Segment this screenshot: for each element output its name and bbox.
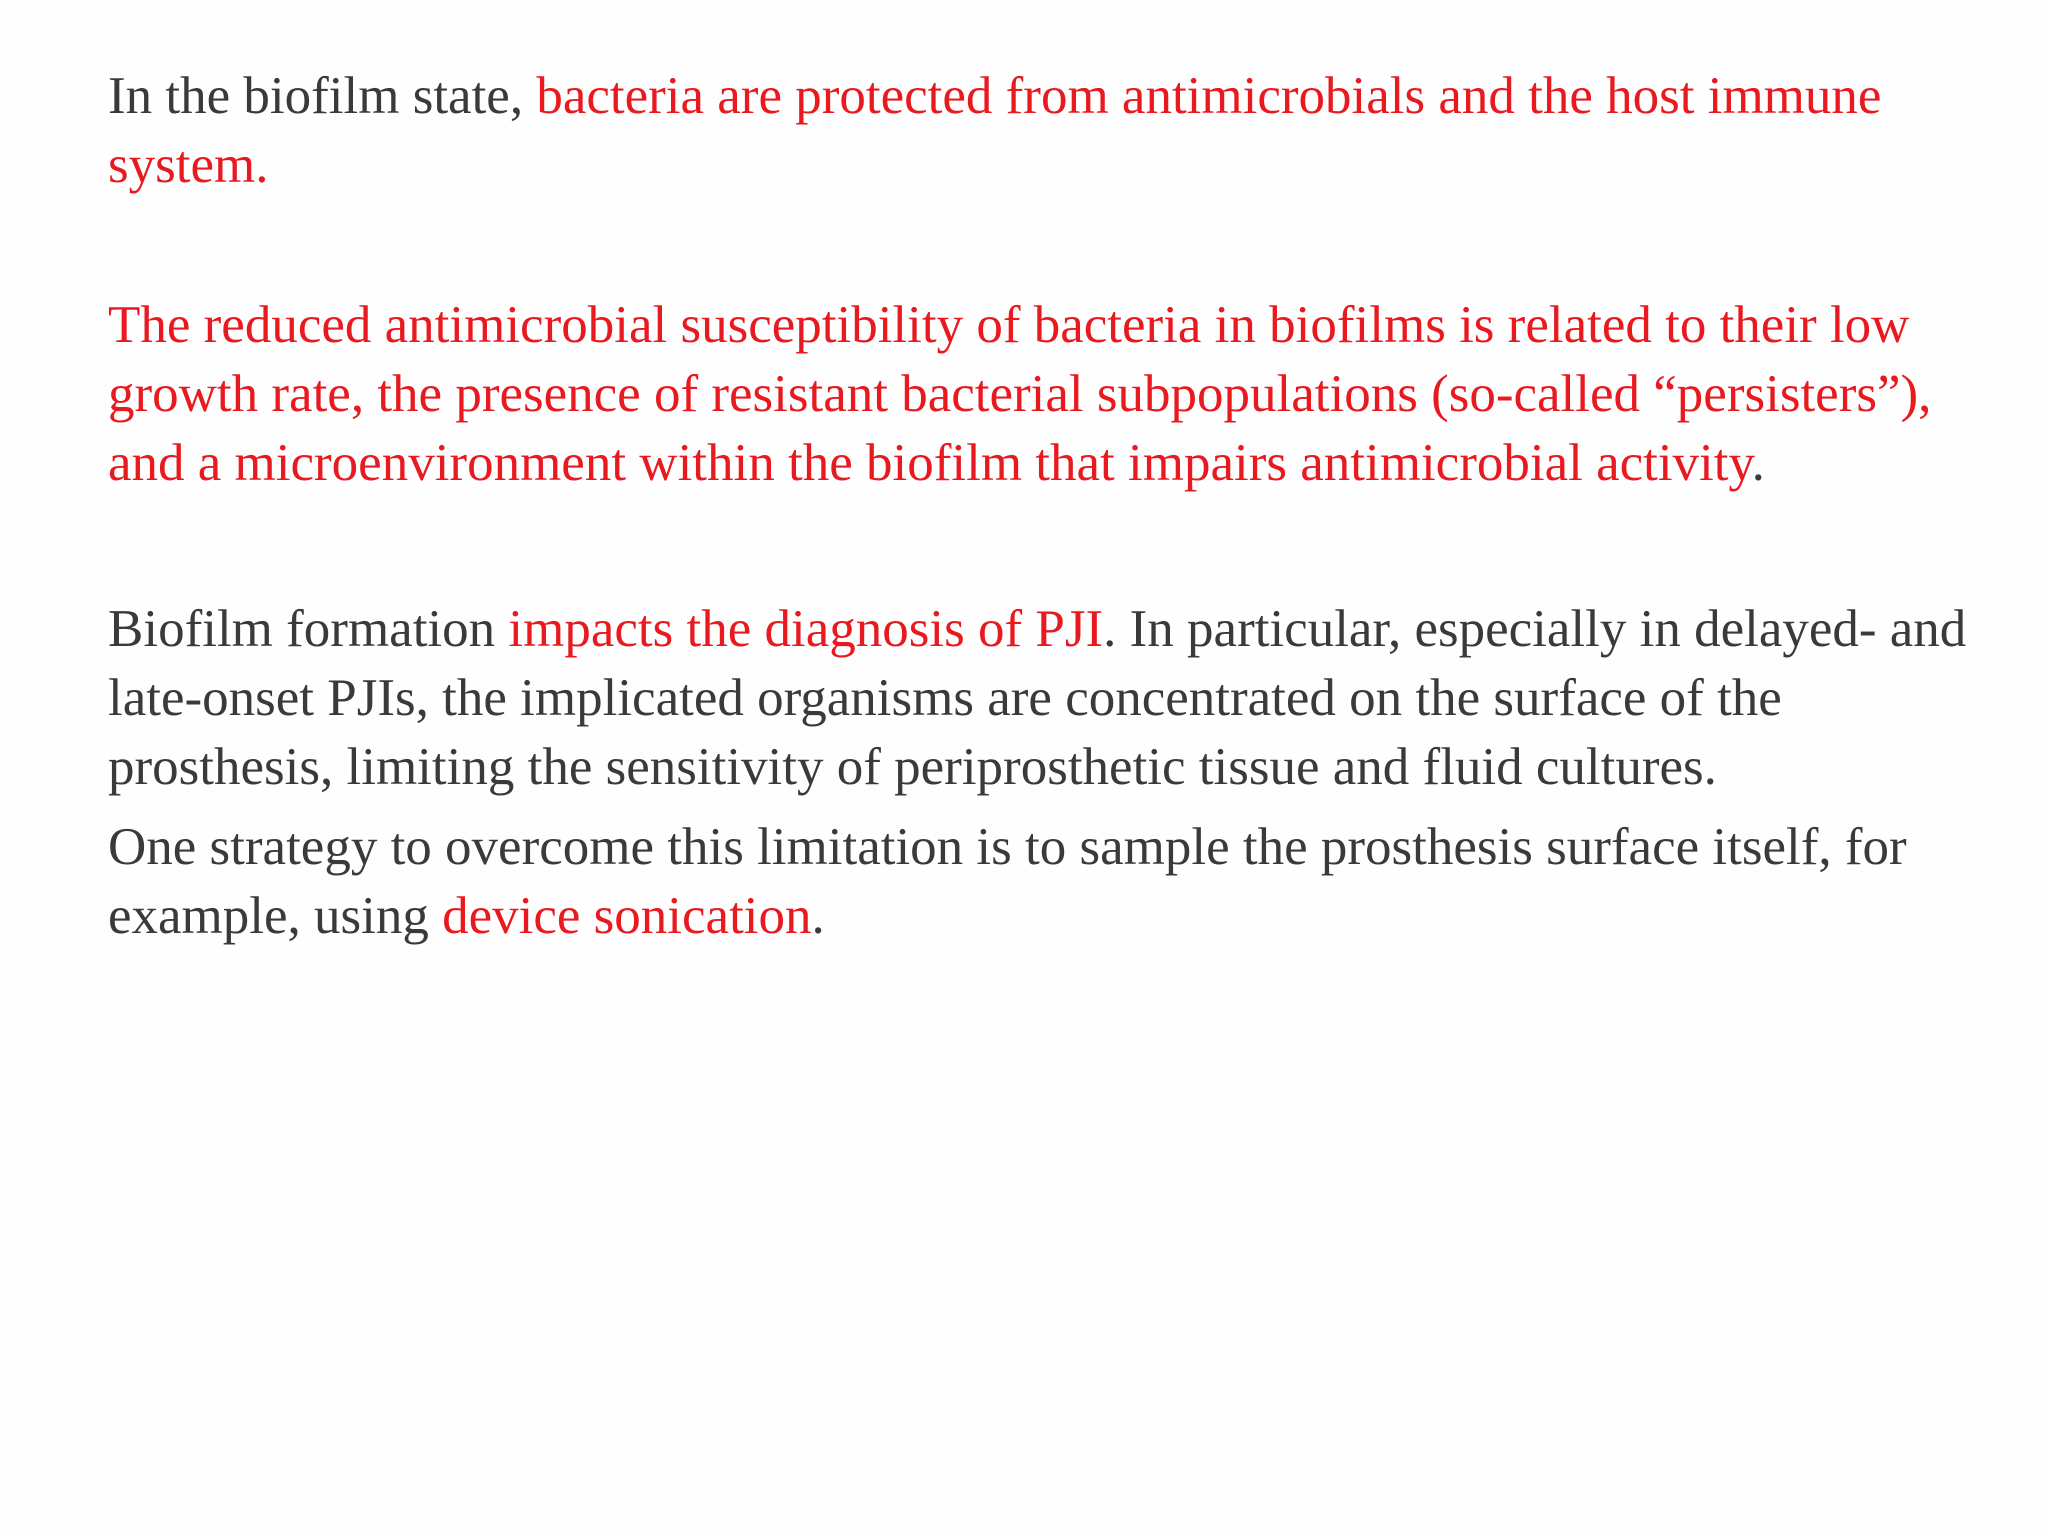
text-segment: One strategy to overcome this limitation is to sample the prosthesis surface itself, for example, using	[108, 818, 1907, 945]
paragraph-pji-diagnosis	[108, 595, 1988, 802]
text-segment: .	[1751, 434, 1765, 492]
text-segment: . In particular, especially in delayed- and late-onset PJIs, the implicated organisms are concentrated on the surface of the prosthesis, limiting the sensitivity of periprosthetic tissue and fluid cultures.	[108, 600, 1967, 796]
paragraph-reduced-susceptibility	[108, 291, 1988, 498]
text-segment: Biofilm formation	[108, 600, 509, 658]
paragraph-sonication-strategy	[108, 813, 1988, 951]
highlighted-text: The reduced antimicrobial susceptibility of bacteria in biofilms is related to their low growth rate, the presence of resistant bacterial subpopulations (so-called “persisters”), and a microenvironment within the biofilm that impairs antimicrobial activity	[108, 296, 1932, 492]
highlighted-text: bacteria are protected from antimicrobials and the host immune system.	[108, 67, 1882, 194]
text-segment: In the biofilm state,	[108, 67, 537, 125]
highlighted-text: device sonication	[442, 887, 812, 945]
highlighted-text: impacts the diagnosis of PJI	[508, 600, 1104, 658]
text-segment: .	[811, 887, 825, 945]
paragraph-biofilm-protection	[108, 62, 1988, 200]
